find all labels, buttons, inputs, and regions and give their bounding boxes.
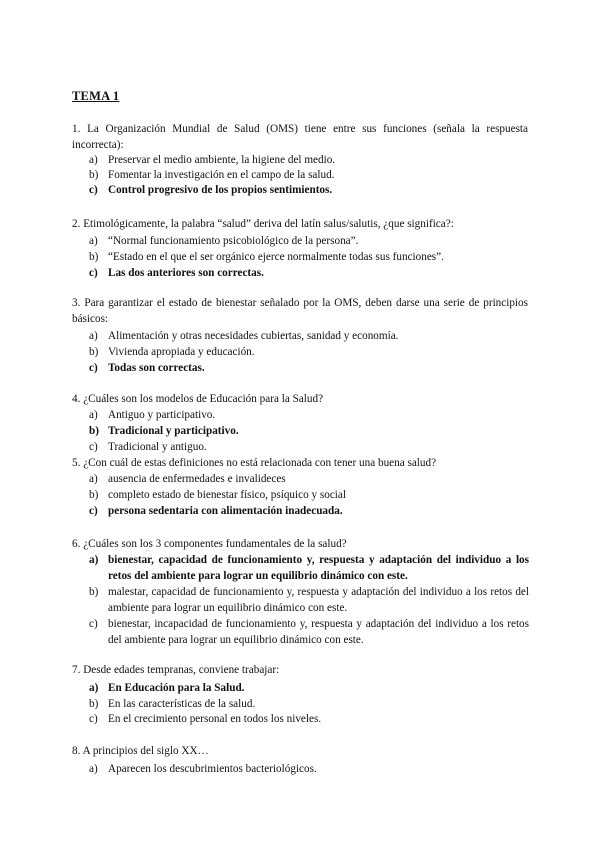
option-text: bienestar, incapacidad de funcionamiento y, respuesta y adaptación del individuo a los retos del ambiente para lograr un equilibrio dinámico con este.	[108, 618, 529, 646]
option-letter: b)	[89, 586, 99, 598]
option-letter: a)	[89, 330, 98, 342]
option-letter: c)	[89, 618, 98, 630]
question-8-text: 8. A principios del siglo XX…	[72, 745, 209, 757]
question-2-text: 2. Etimológicamente, la palabra “salud” deriva del latín salus/salutis, ¿que significa?:	[72, 218, 454, 230]
option-letter: c)	[89, 713, 98, 725]
option-text: Vivienda apropiada y educación.	[108, 346, 255, 358]
question-7-option-a	[89, 680, 529, 696]
question-5-option-c	[89, 503, 529, 519]
question-4-text: 4. ¿Cuáles son los modelos de Educación para la Salud?	[72, 393, 324, 405]
option-text: Antiguo y participativo.	[108, 409, 216, 421]
question-8-option-a	[89, 761, 529, 777]
question-4-option-c	[89, 439, 529, 455]
option-text: Alimentación y otras necesidades cubiertas, sanidad y economía.	[108, 330, 399, 342]
option-letter: c)	[89, 184, 98, 196]
option-text: En el crecimiento personal en todos los niveles.	[108, 713, 322, 725]
question-2-option-a	[89, 233, 529, 249]
option-text: En Educación para la Salud.	[108, 682, 245, 694]
option-letter: a)	[89, 554, 99, 566]
question-7-text: 7. Desde edades tempranas, conviene trabajar:	[72, 664, 280, 676]
option-text: Aparecen los descubrimientos bacteriológicos.	[108, 763, 317, 775]
option-text: “Normal funcionamiento psicobiológico de la persona”.	[108, 235, 359, 247]
question-7-option-b	[89, 696, 529, 712]
option-text: Fomentar la investigación en el campo de la salud.	[108, 169, 335, 181]
option-letter: a)	[89, 682, 99, 694]
question-6-text: 6. ¿Cuáles son los 3 componentes fundamentales de la salud?	[72, 538, 347, 550]
question-5-text: 5. ¿Con cuál de estas definiciones no está relacionada con tener una buena salud?	[72, 457, 437, 469]
question-6-option-c	[89, 616, 529, 648]
option-letter: b)	[89, 698, 99, 710]
option-text: Tradicional y antiguo.	[108, 441, 207, 453]
option-letter: b)	[89, 251, 99, 263]
option-text: Control progresivo de los propios sentimientos.	[108, 184, 333, 196]
option-text: completo estado de bienestar físico, psíquico y social	[108, 489, 346, 501]
option-text: En las características de la salud.	[108, 698, 256, 710]
option-text: bienestar, capacidad de funcionamiento y, respuesta y adaptación del individuo a los retos del ambiente para lograr un equilibrio dinámico con este.	[108, 554, 529, 582]
option-text: Todas son correctas.	[108, 362, 205, 374]
question-5-option-a	[89, 471, 529, 487]
option-letter: a)	[89, 409, 98, 421]
option-letter: a)	[89, 154, 98, 166]
question-1-option-a	[89, 152, 529, 168]
option-letter: b)	[89, 489, 99, 501]
question-2-option-c	[89, 265, 529, 281]
question-5-option-b	[89, 487, 529, 503]
option-letter: b)	[89, 169, 99, 181]
option-letter: a)	[89, 763, 98, 775]
question-6-option-a	[89, 552, 529, 584]
option-letter: c)	[89, 505, 98, 517]
option-letter: a)	[89, 235, 98, 247]
option-letter: b)	[89, 425, 99, 437]
option-text: persona sedentaria con alimentación inadecuada.	[108, 505, 343, 517]
option-text: Tradicional y participativo.	[108, 425, 239, 437]
question-4-option-a	[89, 407, 529, 423]
question-3-option-c	[89, 360, 529, 376]
question-3-text: 3. Para garantizar el estado de bienestar señalado por la OMS, deben darse una serie de principios básicos:	[72, 297, 528, 325]
question-1-option-b	[89, 167, 529, 183]
option-text: Las dos anteriores son correctas.	[108, 267, 264, 279]
page-title: TEMA 1	[72, 89, 120, 103]
option-text: ausencia de enfermedades e invalideces	[108, 473, 286, 485]
question-2-option-b	[89, 249, 529, 265]
question-3-option-a	[89, 328, 529, 344]
question-3-option-b	[89, 344, 529, 360]
option-text: Preservar el medio ambiente, la higiene del medio.	[108, 154, 336, 166]
option-letter: a)	[89, 473, 98, 485]
question-4-option-b	[89, 423, 529, 439]
option-text: “Estado en el que el ser orgánico ejerce normalmente todas sus funciones”.	[108, 251, 444, 263]
question-1-text: 1. La Organización Mundial de Salud (OMS) tiene entre sus funciones (señala la respuesta incorrecta):	[72, 123, 528, 151]
option-letter: c)	[89, 362, 98, 374]
option-letter: b)	[89, 346, 99, 358]
question-7-option-c	[89, 711, 529, 727]
option-text: malestar, capacidad de funcionamiento y, respuesta y adaptación del individuo a los retos del ambiente para lograr un equilibrio dinámico con este.	[108, 586, 529, 614]
question-6-option-b	[89, 584, 529, 616]
option-letter: c)	[89, 441, 98, 453]
question-1-option-c	[89, 182, 529, 198]
option-letter: c)	[89, 267, 98, 279]
